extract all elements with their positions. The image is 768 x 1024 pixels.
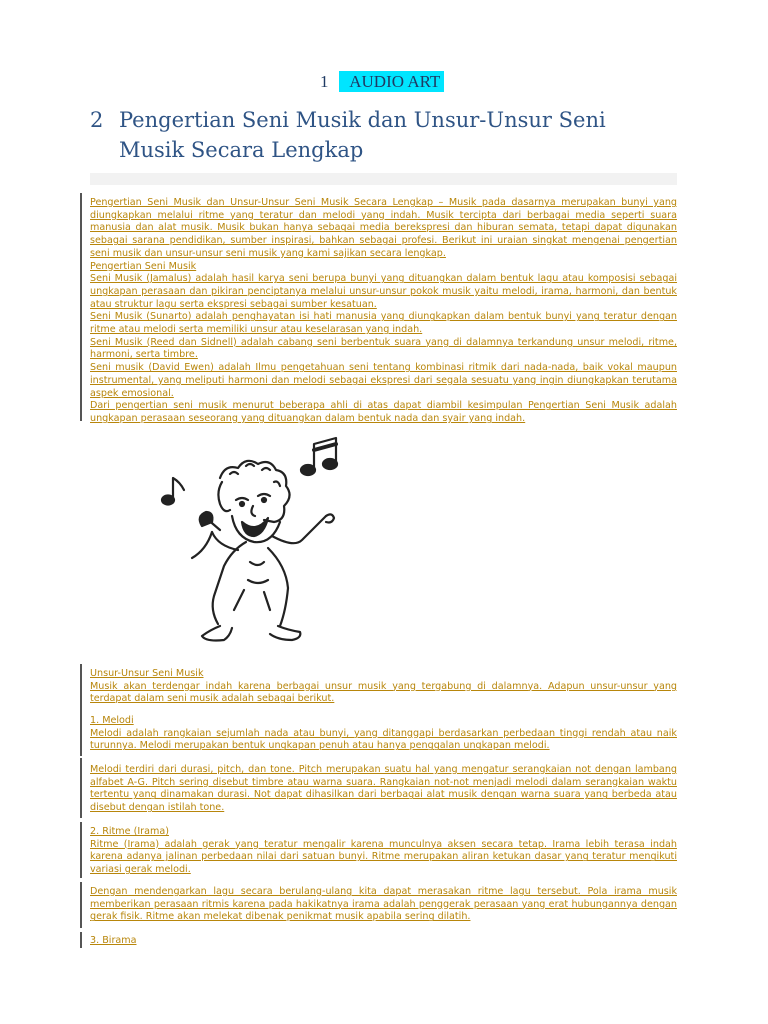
left-border-bar	[80, 822, 82, 878]
heading-text: AUDIO ART	[339, 71, 444, 92]
definition-jamalus[interactable]: Seni Musik (Jamalus) adalah hasil karya seni berupa bunyi yang dituangkan dalam bentuk lagu atau komposisi sebagai ungkapan perasaan dan pikiran penciptanya melalui unsur-unsur pokok musik yaitu melodi, irama, harmoni, dan bentuk atau struktur lagu serta ekspresi sebagai sumber kesatuan.	[90, 273, 677, 310]
section-title-text: Pengertian Seni Musik dan Unsur-Unsur Seni Musik Secara Lengkap	[119, 108, 606, 162]
left-border-bar	[80, 758, 82, 818]
ritme-paragraph-1[interactable]: Ritme (Irama) adalah gerak yang teratur mengalir karena munculnya aksen secara tetap. Irama lebih terasa indah karena adanya jalinan perbedaan nilai dari satuan bunyi. Ritme merupakan aliran ketukan dasar yang teratur mengikuti variasi gerak melodi.	[90, 838, 677, 876]
intro-block	[90, 197, 677, 426]
conclusion-paragraph[interactable]: Dari pengertian seni musik menurut beberapa ahli di atas dapat diambil kesimpulan Pengertian Seni Musik adalah ungkapan perasaan seseorang yang dituangkan dalam bentuk nada dan syair yang indah.	[90, 400, 677, 424]
divider-band	[90, 173, 677, 185]
heading-number: 1	[320, 72, 329, 91]
definition-sunarto[interactable]: Seni Musik (Sunarto) adalah penghayatan isi hati manusia yang diungkapkan dalam bentuk bunyi yang teratur dengan ritme atau melodi serta memiliki unsur atau keselarasan yang indah.	[90, 311, 677, 336]
birama-title[interactable]: 3. Birama	[90, 935, 137, 946]
melodi-paragraph-1[interactable]: Melodi adalah rangkaian sejumlah nada atau bunyi, yang ditanggapi berdasarkan perbedaan tinggi rendah atau naik turunnya. Melodi merupakan bentuk ungkapan penuh atau hanya penggalan ungkapan melodi.	[90, 727, 677, 752]
music-note-icon	[301, 438, 337, 475]
melodi-paragraph-2[interactable]: Melodi terdiri dari durasi, pitch, dan tone. Pitch merupakan suatu hal yang mengatur serangkaian not dengan lambang alfabet A-G. Pitch sering disebut timbre atau warna suara. Rangkaian not-not menjadi melodi dalam serangkaian waktu tertentu yang dinamakan durasi. Not dapat dihasilkan dari berbagai alat musik dengan warna suara yang berbeda atau disebut dengan istilah tone.	[90, 764, 677, 814]
birama-section	[90, 935, 677, 948]
definition-david-ewen[interactable]: Seni musik (David Ewen) adalah Ilmu pengetahuan seni tentang kombinasi ritmik dari nada-nada, baik vokal maupun instrumental, yang meliputi harmoni dan melodi sebagai ekspresi dari segala sesuatu yang ingin diungkapkan terutama aspek emosional.	[90, 362, 677, 399]
melodi-title[interactable]: 1. Melodi	[90, 715, 134, 726]
music-note-icon	[162, 478, 184, 505]
melodi-section-2	[90, 764, 677, 815]
left-border-bar	[80, 708, 82, 756]
ritme-section-2	[90, 886, 677, 924]
left-border-bar	[80, 932, 82, 948]
unsur-intro[interactable]: Musik akan terdengar indah karena berbagai unsur musik yang tergabung di dalamnya. Adapun unsur-unsur yang terdapat dalam seni musik adalah sebagai berikut.	[90, 680, 677, 705]
heading-audio-art	[320, 72, 444, 92]
intro-paragraph[interactable]: Pengertian Seni Musik dan Unsur-Unsur Seni Musik Secara Lengkap – Musik pada dasarnya merupakan bunyi yang diungkapkan melalui ritme yang teratur dan melodi yang indah. Musik tercipta dari berbagai media seperti suara manusia dan alat musik. Musik bukan hanya sebagai media berekspresi dan hiburan semata, tetapi dapat digunakan sebagai sarana pendidikan, sumber inspirasi, bahkan sebagai profesi. Berikut ini uraian singkat mengenai pengertian seni musik dan unsur-unsur seni musik yang kami sajikan secara lengkap.	[90, 197, 677, 259]
ritme-paragraph-2[interactable]: Dengan mendengarkan lagu secara berulang-ulang kita dapat merasakan ritme lagu tersebut. Pola irama musik memberikan perasaan ritmis karena pada hakikatnya irama adalah penggerak perasaan yang erat hubungannya dengan gerak fisik. Ritme akan melekat dibenak penikmat musik apabila sering dilatih.	[90, 886, 677, 923]
ritme-section	[90, 826, 677, 877]
melodi-section	[90, 715, 677, 753]
unsur-title[interactable]: Unsur-Unsur Seni Musik	[90, 668, 204, 679]
ritme-title[interactable]: 2. Ritme (Irama)	[90, 826, 169, 837]
left-border-bar	[80, 193, 82, 421]
left-border-bar	[80, 882, 82, 928]
singer-illustration	[150, 430, 350, 648]
subheading-pengertian[interactable]: Pengertian Seni Musik	[90, 260, 197, 272]
section-number: 2	[90, 108, 104, 132]
definition-reed-sidnell[interactable]: Seni Musik (Reed dan Sidnell) adalah cabang seni berbentuk suara yang di dalamnya terkandung unsur melodi, ritme, harmoni, serta timbre.	[90, 336, 677, 361]
section-title	[90, 105, 650, 165]
unsur-section	[90, 668, 677, 706]
